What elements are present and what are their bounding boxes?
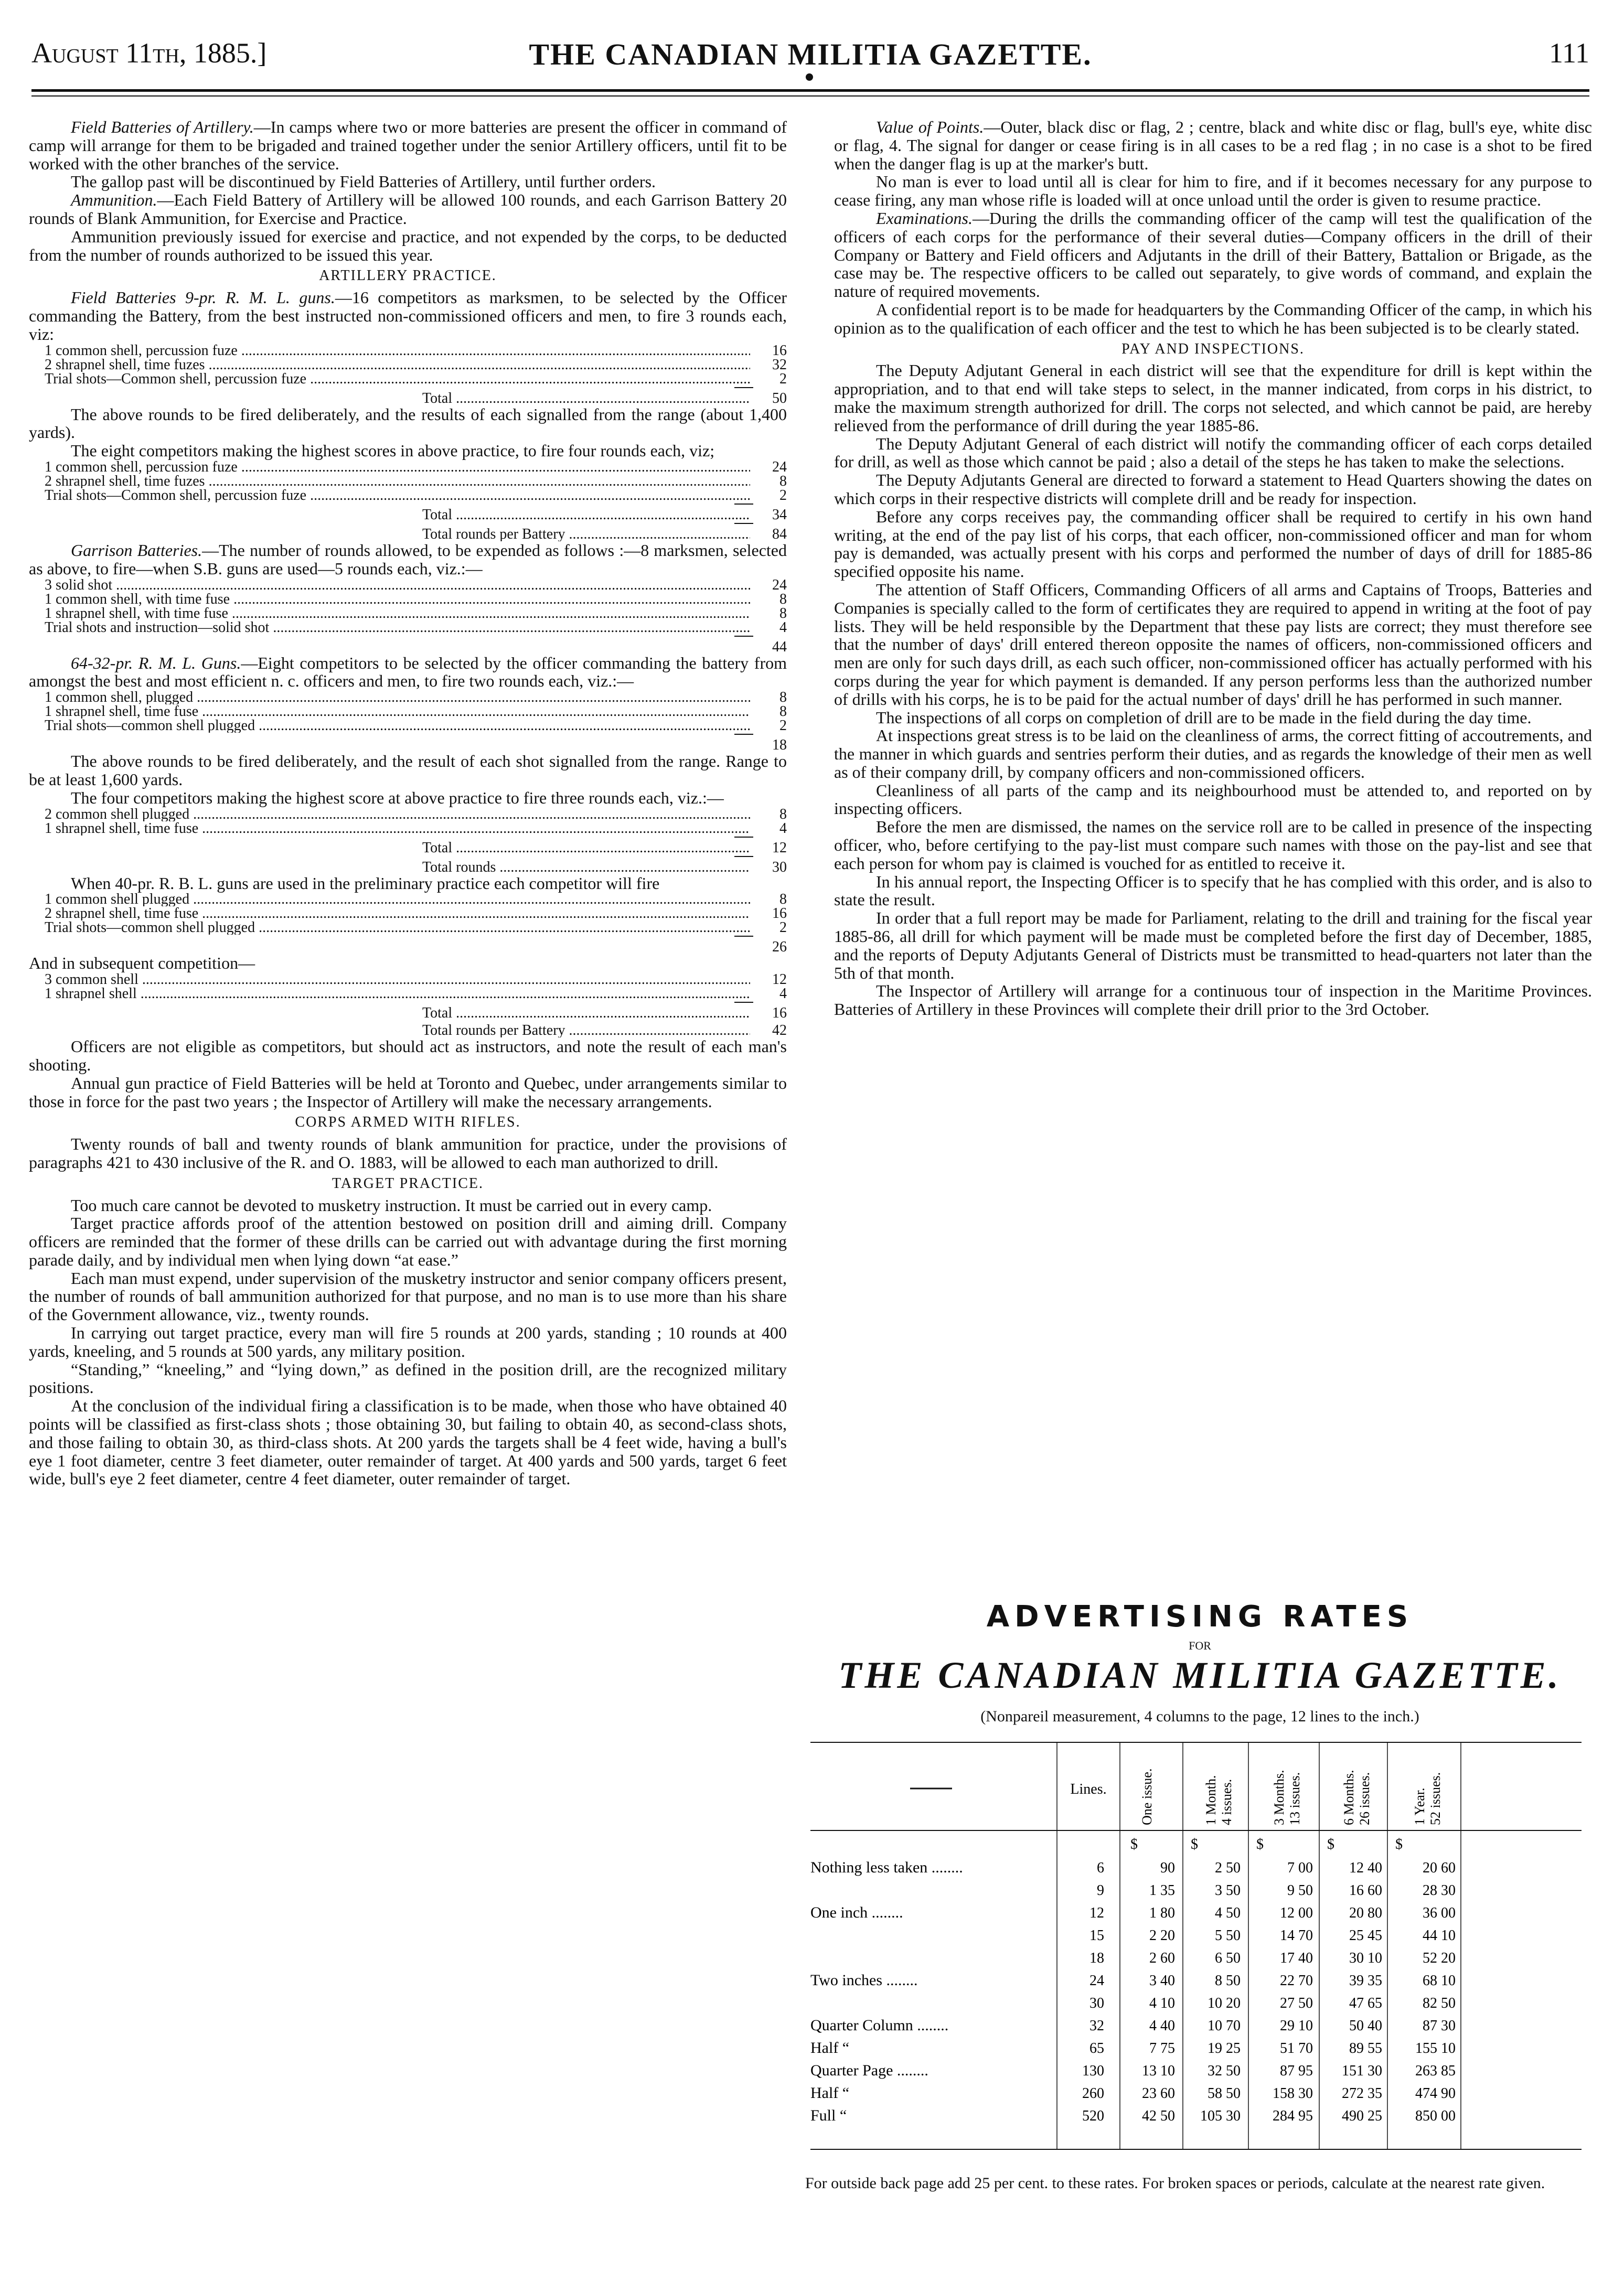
rate-value: 42 50 — [1142, 2108, 1175, 2124]
row-value: 24 — [772, 458, 787, 475]
rate-value: 16 60 — [1349, 1882, 1382, 1899]
total-row — [29, 1006, 787, 1020]
row-value: 4 — [779, 820, 787, 837]
row-value: 2 — [779, 487, 787, 504]
row-label: Trial shots—Common shell, percussion fuze ..... — [45, 488, 750, 502]
rate-value: 490 25 — [1342, 2108, 1382, 2124]
rate-value: 284 95 — [1273, 2108, 1313, 2124]
paragraph: Before the men are dismissed, the names on the service roll are to be called in presence of the inspecting officer, who, before certifying to the pay-list must compare such names with those on the pay-list and see that each person for whom pay is claimed is vouched for as entitled to receive it. — [834, 817, 1592, 873]
rate-value: 7 75 — [1149, 2040, 1175, 2057]
paragraph: Cleanliness of all parts of the camp and its neighbourhood must be attended to, and reported on by inspecting officers. — [834, 780, 1592, 818]
ammunition-row — [29, 807, 787, 821]
rate-value: 3 40 — [1149, 1973, 1175, 1989]
rate-value: 28 30 — [1423, 1882, 1456, 1899]
paragraph: No man is ever to load until all is clear for him to fire, and if it becomes necessary for any purpose to cease firing, any man whose rifle is loaded will at once unload until the order is given to resume practice. — [834, 172, 1592, 210]
ammunition-row — [29, 606, 787, 620]
section-heading: TARGET PRACTICE. — [332, 1175, 484, 1192]
rate-value: 32 50 — [1208, 2063, 1241, 2079]
row-label: 2 shrapnel shell, time fuse ..... — [45, 906, 750, 920]
sum-rule — [734, 387, 753, 388]
paragraph: When 40-pr. R. B. L. guns are used in the preliminary practice each competitor will fire — [71, 873, 660, 893]
sum-rule — [734, 523, 753, 524]
row-value: 2 — [779, 919, 787, 936]
row-label: 2 shrapnel shell, time fuzes ..... — [45, 358, 750, 372]
column-header: 1 Year.52 issues. — [1412, 1772, 1443, 1825]
row-value: 12 — [772, 839, 787, 856]
rate-value: 25 45 — [1349, 1927, 1382, 1944]
paragraph: The gallop past will be discontinued by Field Batteries of Artillery, until further orders. — [71, 172, 656, 191]
header-rule — [31, 89, 1589, 92]
rate-value: 12 00 — [1280, 1905, 1313, 1921]
advert-for: FOR — [1189, 1639, 1211, 1652]
ammunition-row — [29, 474, 787, 488]
paragraph-lead: Garrison Batteries. — [71, 540, 202, 560]
section-heading: CORPS ARMED WITH RIFLES. — [295, 1114, 521, 1131]
rate-value: 158 30 — [1273, 2085, 1313, 2102]
row-value: 50 — [772, 390, 787, 406]
paragraph-lead: Field Batteries 9-pr. R. M. L. guns. — [71, 288, 335, 307]
advert-paper-name: THE CANADIAN MILITIA GAZETTE. — [838, 1654, 1562, 1696]
rate-value: 58 50 — [1208, 2085, 1241, 2102]
paragraph: In order that a full report may be made for Parliament, relating to the drill and training for the fiscal year 1885-86, all drill for which payment will be made must be completed before the first day of December, 1885, and the reports of Deputy Adjutants General of Districts must be transmitted to head-quarters not later than the 5th of that month. — [834, 908, 1592, 982]
row-value: 18 — [772, 737, 787, 754]
paragraph: A confidential report is to be made for headquarters by the Commanding Officer of the camp, in which his opinion as to the qualification of each officer and the test to which he has been subjected is to be clearly stated. — [834, 299, 1592, 337]
paragraph: The Deputy Adjutant General in each district will see that the expenditure for drill is kept within the appropriation, and to that end will take steps to select, in the manner indicated, from corps in his district, to make the maximum strength authorized for drill. The corps not selected, and which cannot be paid, are hereby relieved from the performance of drill during the year 1885-86. — [834, 361, 1592, 435]
row-label: 1 common shell, plugged ..... — [45, 690, 750, 704]
rate-lines: 24 — [1089, 1973, 1104, 1989]
ammunition-row — [29, 578, 787, 592]
row-label: 2 common shell plugged ..... — [45, 807, 750, 821]
row-value: 8 — [779, 605, 787, 622]
rate-value: 27 50 — [1280, 1995, 1313, 2011]
row-value: 2 — [779, 370, 787, 387]
sum-rule — [734, 734, 753, 735]
paragraph-lead: Ammunition. — [71, 190, 157, 210]
advertising-rates — [805, 1600, 1595, 2193]
rate-row-label: One inch ........ — [810, 1904, 903, 1921]
total-row — [29, 738, 787, 752]
rate-lines: 9 — [1097, 1882, 1104, 1899]
rate-row-label: Quarter Page ........ — [810, 2062, 928, 2079]
rate-value: 2 20 — [1149, 1927, 1175, 1944]
rate-value: 90 — [1160, 1860, 1175, 1876]
row-label: Total ..... — [422, 391, 750, 405]
currency-sign: $ — [1395, 1836, 1403, 1852]
currency-sign: $ — [1191, 1836, 1198, 1852]
total-row — [29, 527, 787, 541]
rate-value: 29 10 — [1280, 2018, 1313, 2034]
rate-lines: 6 — [1097, 1860, 1104, 1876]
paragraph: In carrying out target practice, every man will fire 5 rounds at 200 yards, standing ; 10 rounds at 400 yards, kneeling, and 5 rounds at 500 yards, any military position. — [29, 1323, 787, 1361]
paragraph: The Deputy Adjutant General of each district will notify the commanding officer of each corps detailed for drill, as well as those which cannot be paid ; also a detail of the steps he has taken to make the selections. — [834, 434, 1592, 472]
column-header-lines: Lines. — [1070, 1781, 1107, 1797]
rate-value: 850 00 — [1415, 2108, 1456, 2124]
paragraph: The above rounds to be fired deliberately, and the results of each signalled from the range (about 1,400 yards). — [29, 404, 787, 442]
sum-rule — [734, 837, 753, 838]
total-row — [29, 841, 787, 855]
paragraph: In his annual report, the Inspecting Officer is to specify that he has complied with this order, and is also to state the result. — [834, 872, 1592, 909]
rate-value: 155 10 — [1415, 2040, 1456, 2057]
ammunition-row — [29, 690, 787, 704]
row-label: 1 common shell, percussion fuze ..... — [45, 344, 750, 358]
paragraph: “Standing,” “kneeling,” and “lying down,” as defined in the position drill, are the recognized military positions. — [29, 1359, 787, 1397]
sum-rule — [734, 856, 753, 857]
advert-measurement-note: (Nonpareil measurement, 4 columns to the page, 12 lines to the inch.) — [980, 1708, 1419, 1725]
rate-lines: 18 — [1089, 1950, 1104, 1966]
row-label: 1 common shell plugged ..... — [45, 892, 750, 906]
rate-value: 8 50 — [1215, 1973, 1241, 1989]
ammunition-row — [29, 344, 787, 358]
rate-lines: 260 — [1082, 2085, 1104, 2102]
paragraph: Value of Points.—Outer, black disc or flag, 2 ; centre, black and white disc or flag, bull's eye, white disc or flag, 4. The signal for danger or cease firing is in all cases to be a red flag ; in no case is a shot to be fired when the danger flag is up at the marker's butt. — [834, 117, 1593, 173]
ammunition-row — [29, 892, 787, 906]
row-label: Trial shots—common shell plugged ..... — [45, 719, 750, 733]
paragraph: Twenty rounds of ball and twenty rounds of blank ammunition for practice, under the provisions of paragraphs 421 to 430 inclusive of the R. and O. 1883, will be allowed to each man authorized to drill. — [29, 1134, 787, 1172]
rate-value: 10 20 — [1208, 1995, 1241, 2011]
paragraph: Target practice affords proof of the attention bestowed on position drill and aiming drill. Company officers are reminded that the former of these drills can be carried out with advantage during the first morning parade daily, and by individual men when lying down “at ease.” — [29, 1214, 787, 1269]
row-label: 1 shrapnel shell ..... — [45, 987, 750, 1001]
rate-value: 89 55 — [1349, 2040, 1382, 2057]
total-row — [29, 860, 787, 874]
paragraph: Before any corps receives pay, the commanding officer shall be required to certify in his own hand writing, at the end of the pay list of his corps, that each officer, non-commissioned officer and man for whom pay is demanded, was actually present with his corps and performed the number of days of drill for 1885-86 specified opposite his name. — [834, 507, 1592, 581]
rate-value: 87 30 — [1423, 2018, 1456, 2034]
paragraph-lead: 64-32-pr. R. M. L. Guns. — [71, 653, 241, 672]
ammunition-row — [29, 987, 787, 1001]
ammunition-row — [29, 821, 787, 836]
ammunition-row — [29, 488, 787, 502]
paragraph: The Deputy Adjutants General are directed to forward a statement to Head Quarters showing the dates on which corps in their respective districts will complete drill and be ready for inspection. — [834, 470, 1592, 508]
ammunition-row — [29, 372, 787, 386]
paragraph: Examinations.—During the drills the commanding officer of the camp will test the qualification of the officers of each corps for the performance of their several duties—Company officers in the drill of their Company or Battery and Field officers and Adjutants in the drill of their Battery, Battalion or Brigade, as the case may be. The respective officers to be called out separately, to give words of command, and explain the nature of required movements. — [834, 208, 1592, 301]
row-label: Total rounds ..... — [422, 860, 750, 874]
row-label: 1 shrapnel shell, time fuse ..... — [45, 704, 750, 719]
row-label: Trial shots—Common shell, percussion fuze ..... — [45, 372, 750, 386]
paragraph: At inspections great stress is to be laid on the cleanliness of arms, the correct fitting of accoutrements, and the manner in which guards and sentries perform their duties, and as regards the knowledge of their men as well as of their company drill, by company officers and non-commissioned officers. — [834, 726, 1592, 781]
column-header: One issue. — [1139, 1768, 1155, 1825]
paragraph-lead: Field Batteries of Artillery. — [71, 117, 254, 136]
total-row — [29, 640, 787, 654]
row-value: 32 — [772, 356, 787, 373]
row-value: 34 — [772, 506, 787, 523]
paragraph: Field Batteries 9-pr. R. M. L. guns.—16 competitors as marksmen, to be selected by the Officer commanding the Battery, from the best instructed non-commissioned officers and men, to fire 3 rounds each, viz: — [29, 288, 787, 344]
rate-lines: 32 — [1089, 2018, 1104, 2034]
total-row — [29, 508, 787, 522]
rate-value: 4 50 — [1215, 1905, 1241, 1921]
column-header: 1 Month.4 issues. — [1203, 1775, 1234, 1825]
rate-value: 23 60 — [1142, 2085, 1175, 2102]
paragraph: Officers are not eligible as competitors, but should act as instructors, and note the result of each man's shooting. — [29, 1037, 787, 1074]
rate-lines: 12 — [1089, 1905, 1104, 1921]
rate-value: 47 65 — [1349, 1995, 1382, 2011]
rate-value: 272 35 — [1342, 2085, 1382, 2102]
rate-value: 20 60 — [1423, 1860, 1456, 1876]
currency-sign: $ — [1256, 1836, 1264, 1852]
row-value: 2 — [779, 717, 787, 734]
currency-sign: $ — [1130, 1836, 1138, 1852]
rate-value: 13 10 — [1142, 2063, 1175, 2079]
rate-row-label: Nothing less taken ........ — [810, 1859, 963, 1876]
row-label: 1 shrapnel shell, with time fuse ..... — [45, 606, 750, 620]
rate-value: 87 95 — [1280, 2063, 1313, 2079]
row-value: 16 — [772, 1005, 787, 1022]
row-label: Total ..... — [422, 1006, 750, 1020]
row-label: Total ..... — [422, 841, 750, 855]
rate-value: 2 60 — [1149, 1950, 1175, 1966]
rate-value: 9 50 — [1287, 1882, 1313, 1899]
page-number: 111 — [1549, 37, 1589, 69]
rate-value: 2 50 — [1215, 1860, 1241, 1876]
rate-value: 22 70 — [1280, 1973, 1313, 1989]
rate-lines: 30 — [1089, 1995, 1104, 2011]
rates-table — [805, 1741, 1592, 2150]
row-label: 2 shrapnel shell, time fuzes ..... — [45, 474, 750, 488]
ammunition-row — [29, 704, 787, 719]
paragraph: Ammunition previously issued for exercise and practice, and not expended by the corps, to be deducted from the number of rounds authorized to be issued this year. — [29, 227, 787, 264]
rate-value: 17 40 — [1280, 1950, 1313, 1966]
ammunition-row — [29, 972, 787, 987]
rate-row-label: Quarter Column ........ — [810, 2017, 949, 2034]
paragraph: At the conclusion of the individual firing a classification is to be made, when those who have obtained 40 points will be classified as first-class shots ; those obtaining 30, but failing to obtain 40, as second-class shots, and those failing to obtain 30, as third-class shots. At 200 yards the targets shall be 4 feet wide, having a bull's eye 1 foot diameter, centre 3 feet diameter, outer remainder of target. At 400 yards and 500 yards, target 6 feet wide, bull's eye 2 feet diameter, centre 4 feet diameter, outer remainder of target. — [29, 1396, 787, 1488]
section-heading: ARTILLERY PRACTICE. — [319, 267, 497, 284]
paragraph: The eight competitors making the highest scores in above practice, to fire four rounds each, viz; — [71, 441, 715, 460]
currency-sign: $ — [1327, 1836, 1334, 1852]
row-value: 16 — [772, 905, 787, 922]
row-value: 4 — [779, 986, 787, 1002]
row-value: 8 — [779, 689, 787, 706]
row-label: Trial shots—common shell plugged ..... — [45, 920, 750, 935]
section-heading: PAY AND INSPECTIONS. — [1121, 340, 1305, 357]
rate-value: 14 70 — [1280, 1927, 1313, 1944]
rate-lines: 65 — [1089, 2040, 1104, 2057]
row-label: 1 shrapnel shell, time fuse ..... — [45, 821, 750, 836]
row-value: 44 — [772, 638, 787, 655]
row-value: 12 — [772, 971, 787, 988]
row-value: 8 — [779, 473, 787, 489]
rate-value: 82 50 — [1423, 1995, 1456, 2011]
row-value: 4 — [779, 619, 787, 636]
left-column — [29, 118, 787, 1488]
title-ornament — [806, 73, 813, 81]
paragraph: Field Batteries of Artillery.—In camps where two or more batteries are present the officer in command of camp will arrange for them to be brigaded and trained together under the senior Artillery officers, until fit to be worked with the other branches of the service. — [29, 117, 787, 173]
rate-lines: 520 — [1082, 2108, 1104, 2124]
rate-value: 68 10 — [1423, 1973, 1456, 1989]
rate-value: 474 90 — [1415, 2085, 1456, 2102]
paragraph: Each man must expend, under supervision of the musketry instructor and senior company officers present, the number of rounds of ball ammunition authorized for that purpose, and no man is to use more than his share of the Government allowance, viz., twenty rounds. — [29, 1268, 787, 1324]
paragraph: 64-32-pr. R. M. L. Guns.—Eight competitors to be selected by the officer commanding the battery from amongst the best and most efficient n. c. officers and men, to fire two rounds each, viz.:— — [29, 653, 787, 691]
paragraph: Ammunition.—Each Field Battery of Artillery will be allowed 100 rounds, and each Garrison Battery 20 rounds of Blank Ammunition, for Exercise and Practice. — [29, 190, 787, 228]
rate-value: 39 35 — [1349, 1973, 1382, 1989]
newspaper-title: THE CANADIAN MILITIA GAZETTE. — [529, 37, 1092, 71]
column-header: 6 Months.26 issues. — [1341, 1770, 1372, 1825]
rate-value: 20 80 — [1349, 1905, 1382, 1921]
paragraph: Too much care cannot be devoted to musketry instruction. It must be carried out in every camp. — [71, 1195, 712, 1215]
sum-rule — [734, 636, 753, 637]
rate-value: 50 40 — [1349, 2018, 1382, 2034]
ammunition-row — [29, 620, 787, 635]
rate-value: 151 30 — [1342, 2063, 1382, 2079]
rate-value: 52 20 — [1423, 1950, 1456, 1966]
rate-value: 7 00 — [1287, 1860, 1313, 1876]
paragraph: Annual gun practice of Field Batteries will be held at Toronto and Quebec, under arrangements similar to those in force for the past two years ; the Inspector of Artillery will make the necessary arrangements. — [29, 1073, 787, 1111]
rate-value: 36 00 — [1423, 1905, 1456, 1921]
advert-footer: For outside back page add 25 per cent. to these rates. For broken spaces or periods, calculate at the nearest rate given. — [805, 2175, 1545, 2192]
row-label: Total rounds per Battery ..... — [422, 1023, 750, 1037]
row-value: 8 — [779, 703, 787, 720]
row-value: 8 — [779, 891, 787, 908]
ammunition-row — [29, 719, 787, 733]
sum-rule — [734, 936, 753, 937]
rate-value: 19 25 — [1208, 2040, 1241, 2057]
header-rule-thin — [31, 95, 1589, 97]
rate-value: 1 35 — [1149, 1882, 1175, 1899]
total-row — [29, 940, 787, 954]
rate-value: 4 40 — [1149, 2018, 1175, 2034]
row-value: 8 — [779, 806, 787, 822]
row-value: 16 — [772, 342, 787, 359]
page-header — [31, 31, 1589, 94]
column-header: 3 Months.13 issues. — [1272, 1770, 1302, 1825]
row-value: 8 — [779, 591, 787, 607]
ammunition-row — [29, 906, 787, 920]
rate-value: 4 10 — [1149, 1995, 1175, 2011]
ammunition-row — [29, 592, 787, 606]
paragraph: The attention of Staff Officers, Commanding Officers of all arms and Captains of Troops, Batteries and Companies is specially called to the form of certificates they are required to append in writing at the foot of pay lists. They will be held responsible by the Department that these pay lists are correct; they must therefore see that the number of days' drill entered thereon opposite the names of officers, non-commissioned officers and men are only for such days drill, as each such officer, non-commissioned officer has actually performed with his corps during the year for which payment is demanded. If any person performs less than the authorized number of drills with his corps, he is to be paid for the actual number of days' drill he has performed in such manner. — [834, 580, 1592, 709]
right-column — [834, 118, 1592, 1019]
paragraph: The Inspector of Artillery will arrange for a continuous tour of inspection in the Maritime Provinces. Batteries of Artillery in these Provinces will complete their drill prior to the 3rd October. — [834, 981, 1592, 1019]
row-label: 1 common shell, percussion fuze ..... — [45, 460, 750, 474]
row-value: 30 — [772, 859, 787, 875]
rate-value: 263 85 — [1415, 2063, 1456, 2079]
rate-value: 105 30 — [1200, 2108, 1241, 2124]
ammunition-row — [29, 920, 787, 935]
rate-lines: 15 — [1089, 1927, 1104, 1944]
rate-row-label: Full “ — [810, 2107, 847, 2124]
rate-value: 30 10 — [1349, 1950, 1382, 1966]
row-label: 3 solid shot ..... — [45, 578, 750, 592]
paragraph: The four competitors making the highest score at above practice to fire three rounds each, viz.:— — [71, 788, 724, 807]
rate-row-label: Half “ — [810, 2039, 850, 2057]
row-label: 3 common shell ..... — [45, 972, 750, 987]
paragraph-lead: Examinations. — [876, 208, 973, 228]
total-row — [29, 391, 787, 405]
row-value: 42 — [772, 1022, 787, 1039]
rate-row-label: Two inches ........ — [810, 1972, 918, 1989]
rate-value: 51 70 — [1280, 2040, 1313, 2057]
row-value: 24 — [772, 576, 787, 593]
paragraph: Garrison Batteries.—The number of rounds allowed, to be expended as follows :—8 marksmen, selected as above, to fire—when S.B. guns are used—5 rounds each, viz.:— — [29, 540, 787, 578]
row-label: 1 common shell, with time fuse ..... — [45, 592, 750, 606]
text-line: And in subsequent competition— — [29, 954, 255, 973]
rate-value: 12 40 — [1349, 1860, 1382, 1876]
sum-rule — [734, 1002, 753, 1003]
rate-value: 1 80 — [1149, 1905, 1175, 1921]
paragraph: The above rounds to be fired deliberately, and the result of each shot signalled from the range. Range to be at least 1,600 yards. — [29, 752, 787, 789]
rate-value: 10 70 — [1208, 2018, 1241, 2034]
rate-value: 5 50 — [1215, 1927, 1241, 1944]
rate-value: 3 50 — [1215, 1882, 1241, 1899]
paragraph-lead: Value of Points. — [876, 117, 984, 136]
total-row — [29, 1023, 787, 1037]
row-label: Total rounds per Battery ..... — [422, 527, 750, 541]
rate-value: 6 50 — [1215, 1950, 1241, 1966]
ammunition-row — [29, 358, 787, 372]
issue-date: August 11th, 1885.] — [31, 37, 267, 69]
sum-rule — [734, 504, 753, 505]
row-label: Total ..... — [422, 508, 750, 522]
paragraph: The inspections of all corps on completion of drill are to be made in the field during the day time. — [876, 708, 1532, 727]
rate-row-label: Half “ — [810, 2084, 850, 2102]
ammunition-row — [29, 460, 787, 474]
row-value: 84 — [772, 526, 787, 542]
advert-title: ADVERTISING RATES — [986, 1600, 1414, 1634]
row-label: Trial shots and instruction—solid shot ..... — [45, 620, 750, 635]
rate-lines: 130 — [1082, 2063, 1104, 2079]
row-value: 26 — [772, 939, 787, 956]
rate-value: 44 10 — [1423, 1927, 1456, 1944]
